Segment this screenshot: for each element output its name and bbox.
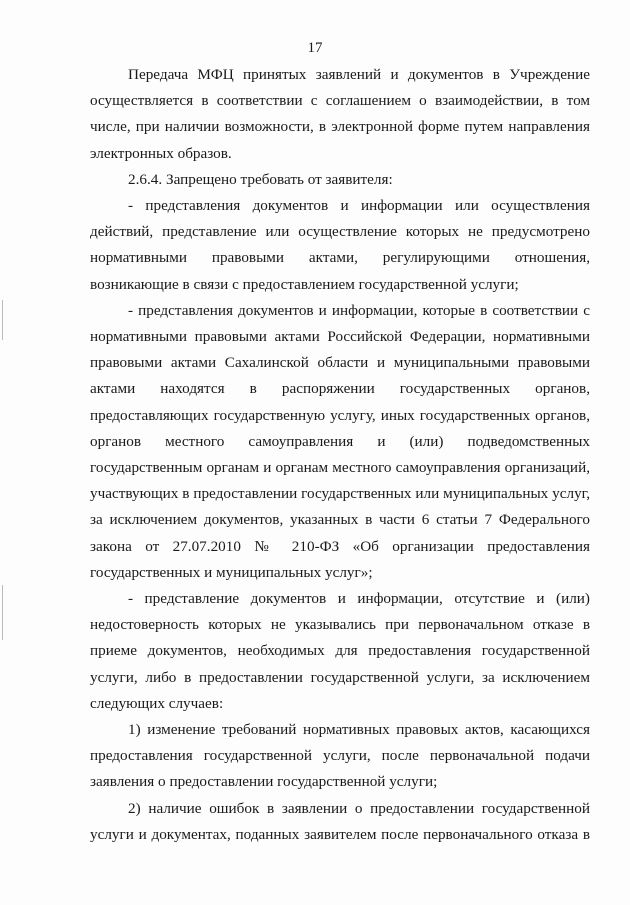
paragraph-case-1: 1) изменение требований нормативных правовых актов, касающихся предоставления государственной услуги, после первоначальной подачи заявления о предоставлении государственной услуги; [90, 721, 590, 791]
paragraph-item-2: - представления документов и информации, которые в соответствии с нормативными правовыми актами Российской Федерации, нормативными правовыми актами Сахалинской области и муниципальными правовыми актами находятся в распоряжении государственных органов, предоставляющих государственную услугу, иных государственных органов, органов местного самоуправления и (или) подведомственных государственным органам и органам местного самоуправления организаций, участвующих в предоставлении государственных или муниципальных услуг, за исключением документов, указанных в части 6 статьи 7 Федерального закона от 27.07.2010 № 210-ФЗ «Об организации предоставления государственных и муниципальных услуг»; [90, 301, 590, 581]
body-text [90, 62, 590, 848]
paragraph-item-3: - представление документов и информации, отсутствие и (или) недостоверность которых не указывались при первоначальном отказе в приеме документов, необходимых для предоставления государственной услуги, либо в предоставлении государственной услуги, за исключением следующих случаев: [90, 590, 590, 712]
page-number: 17 [307, 40, 323, 56]
scan-edge-mark [2, 585, 3, 640]
paragraph-item-1: - представления документов и информации или осуществления действий, представление или осуществление которых не предусмотрено нормативными правовыми актами, регулирующими отношения, возникающие в связи с предоставлением государственной услуги; [90, 197, 590, 293]
paragraph-mfc-transfer: Передача МФЦ принятых заявлений и документов в Учреждение осуществляется в соответствии с соглашением о взаимодействии, в том числе, при наличии возможности, в электронной форме путем направления электронных образов. [90, 66, 590, 162]
scan-edge-mark [2, 300, 3, 340]
paragraph-case-2: 2) наличие ошибок в заявлении о предоставлении государственной услуги и документах, поданных заявителем после первоначального отказа в [90, 799, 590, 843]
paragraph-section-heading: 2.6.4. Запрещено требовать от заявителя: [128, 170, 393, 188]
